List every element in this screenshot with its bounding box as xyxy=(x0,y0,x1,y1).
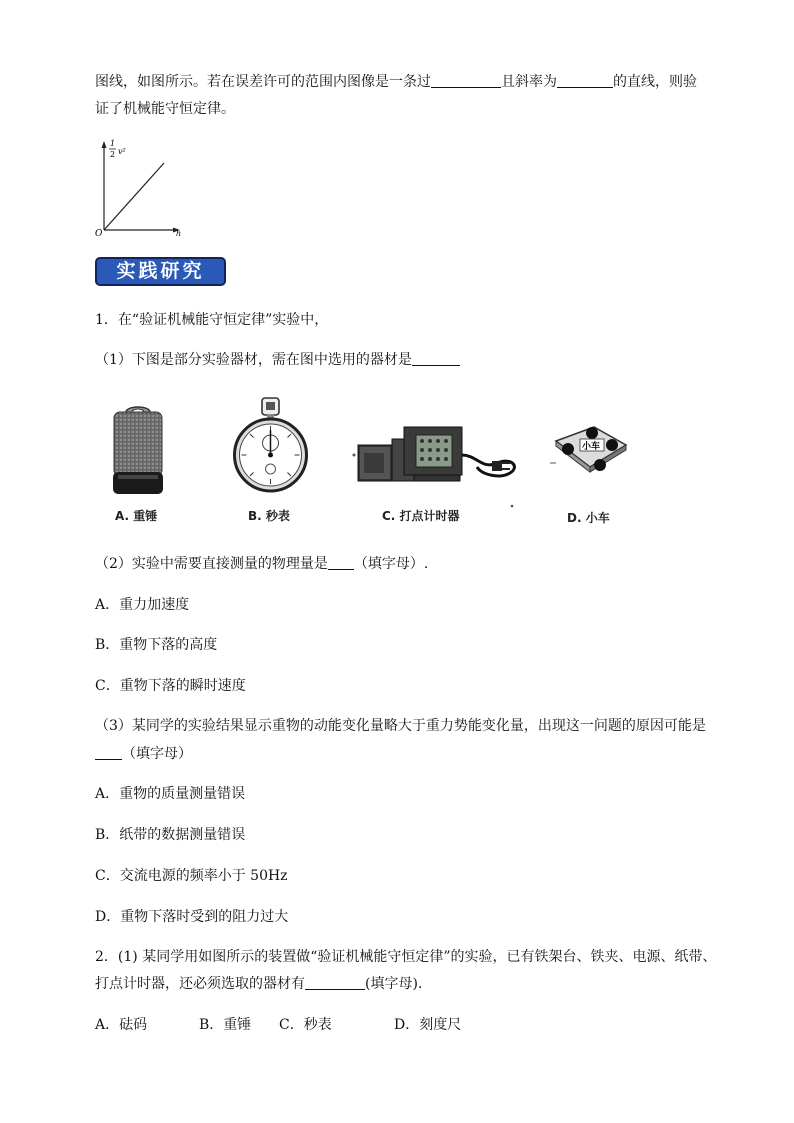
weight-icon xyxy=(112,403,164,496)
section-banner: 实践研究 xyxy=(95,257,226,286)
answer-blank-2[interactable] xyxy=(557,73,613,88)
q2-option-c: C．秒表 xyxy=(279,1017,332,1033)
intro-line-1 xyxy=(95,72,697,92)
q2-line-1: 2．(1) 某同学用如图所示的装置做“验证机械能守恒定律”的实验，已有铁架台、铁夹、电源、纸带、 xyxy=(95,949,717,965)
q2-blank[interactable] xyxy=(305,975,365,990)
q1-part2-text: （2）实验中需要直接测量的物理量是 xyxy=(95,556,328,572)
stopwatch-icon xyxy=(233,397,308,494)
q1-part3-option-a: A．重物的质量测量错误 xyxy=(95,786,246,802)
q1-part2-tail: （填字母）. xyxy=(353,556,429,572)
q2-option-b: B．重锤 xyxy=(199,1017,252,1033)
q1-part1-text: （1）下图是部分实验器材，需在图中选用的器材是 xyxy=(95,352,412,368)
q1-title: 1．在“验证机械能守恒定律”实验中， xyxy=(95,312,329,328)
q1-part3-line-1: （3）某同学的实验结果显示重物的动能变化量略大于重力势能变化量，出现这一问题的原因可能是 xyxy=(95,718,706,734)
cart-label: 小车 xyxy=(582,442,601,452)
equipment-caption-a: A. 重锤 xyxy=(115,509,158,523)
q1-part2-option-b: B．重物下落的高度 xyxy=(95,637,218,653)
y-label-num: 1 xyxy=(110,139,116,148)
x-label: h xyxy=(176,229,182,238)
equipment-caption-c: C. 打点计时器 xyxy=(382,509,460,523)
intro-text-b: 且斜率为 xyxy=(501,74,557,90)
q1-part2-option-a: A．重力加速度 xyxy=(95,597,190,613)
q2-line-2-tail: (填字母). xyxy=(365,976,423,992)
q2-options xyxy=(95,1015,461,1035)
q1-part3-line-2 xyxy=(95,744,192,764)
answer-blank-1[interactable] xyxy=(431,73,501,88)
half-v-squared-vs-h-graph xyxy=(92,138,192,238)
q2-option-d: D．刻度尺 xyxy=(394,1017,462,1033)
q1-part3-tail: （填字母） xyxy=(122,746,192,762)
origin-label: O xyxy=(95,229,103,238)
graph-line xyxy=(104,163,164,230)
q1-part1-blank[interactable] xyxy=(412,351,460,366)
q2-line-2-text: 打点计时器，还必须选取的器材有 xyxy=(95,976,305,992)
q1-part3-option-c: C．交流电源的频率小于 50Hz xyxy=(95,868,288,884)
q1-part1 xyxy=(95,350,460,370)
q2-option-a: A．砝码 xyxy=(95,1017,148,1033)
ticker-timer-icon xyxy=(352,425,527,510)
intro-line-2: 证了机械能守恒定律。 xyxy=(95,101,235,117)
q1-part3-blank[interactable] xyxy=(95,745,122,760)
equipment-caption-b: B. 秒表 xyxy=(248,509,290,523)
q1-part2-blank[interactable] xyxy=(328,555,354,570)
q1-part2-option-c: C．重物下落的瞬时速度 xyxy=(95,678,246,694)
q2-line-2 xyxy=(95,974,422,994)
q1-part3-option-d: D．重物下落时受到的阻力过大 xyxy=(95,909,289,925)
intro-text-c: 的直线，则验 xyxy=(613,74,697,90)
q1-part2 xyxy=(95,554,428,574)
equipment-caption-d: D. 小车 xyxy=(567,511,610,525)
cart-icon xyxy=(550,423,630,478)
q1-part3-option-b: B．纸带的数据测量错误 xyxy=(95,827,246,843)
y-label-var: v² xyxy=(118,147,126,156)
y-label-den: 2 xyxy=(110,150,116,159)
intro-text-a: 图线，如图所示。若在误差许可的范围内图像是一条过 xyxy=(95,74,431,90)
